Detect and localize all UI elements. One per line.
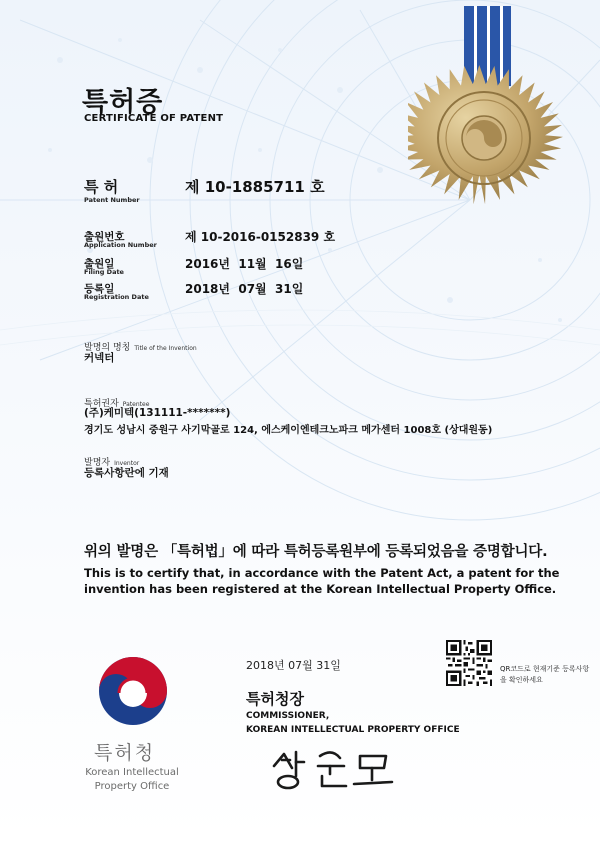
- issue-date: 2018년 07월 31일: [246, 659, 341, 672]
- commissioner-title-english: COMMISSIONER, KOREAN INTELLECTUAL PROPERTY OFFICE: [246, 711, 460, 735]
- inventor-label: 발명자: [84, 458, 111, 468]
- application-number-label-english: Application Number: [84, 241, 157, 249]
- registration-date-value: 2018년 07월 31일: [185, 282, 304, 296]
- commissioner-title-korean: 특허청장: [246, 690, 304, 708]
- kipo-name-english: Korean Intellectual Property Office: [85, 767, 179, 792]
- certificate-title: 특허증: [82, 87, 164, 118]
- invention-title-label: 발명의 명칭: [84, 343, 131, 353]
- inventor-label-english: Inventor: [114, 460, 140, 467]
- gold-seal-icon: [408, 62, 564, 218]
- filing-date-label-english: Filing Date: [84, 268, 124, 276]
- certificate-title-english: CERTIFICATE OF PATENT: [84, 113, 224, 124]
- invention-title-value: 커넥터: [84, 352, 115, 364]
- patentee-address: 경기도 성남시 중원구 사기막골로 124, 에스케이엔테크노파크 메가센터 1008호 (상대원동): [84, 425, 493, 436]
- filing-date-label: 출원일: [84, 258, 115, 270]
- application-number-value: 제 10-2016-0152839 호: [185, 230, 336, 244]
- inventor-value: 등록사항란에 기재: [84, 467, 169, 479]
- patentee-label: 특허권자: [84, 399, 119, 409]
- qr-code-icon[interactable]: [446, 640, 492, 686]
- patentee-label-english: Patentee: [122, 401, 150, 408]
- filing-date-value: 2016년 11월 16일: [185, 257, 304, 271]
- certification-text-korean: 위의 발명은 「특허법」에 따라 특허등록원부에 등록되었음을 증명합니다.: [84, 544, 548, 560]
- registration-date-label: 등록일: [84, 283, 115, 295]
- patent-number-value: 제 10-1885711 호: [185, 178, 325, 196]
- qr-code-note: QR코드로 현재기준 등록사항을 확인하세요: [500, 665, 590, 684]
- registration-date-label-english: Registration Date: [84, 293, 149, 301]
- patent-number-label-english: Patent Number: [84, 196, 140, 204]
- certification-text-english: This is to certify that, in accordance with the Patent Act, a patent for the invention has been registered at the Korean Intellectual Property Office.: [84, 566, 560, 596]
- patentee-name: (주)케미텍(131111-*******): [84, 407, 231, 419]
- patent-number-label: 특 허: [84, 178, 119, 196]
- invention-title-label-english: Title of the Invention: [134, 345, 197, 352]
- kipo-name-korean: 특허청: [94, 742, 156, 764]
- kipo-emblem-icon: [96, 654, 170, 728]
- application-number-label: 출원번호: [84, 231, 125, 243]
- commissioner-signature: [268, 746, 408, 792]
